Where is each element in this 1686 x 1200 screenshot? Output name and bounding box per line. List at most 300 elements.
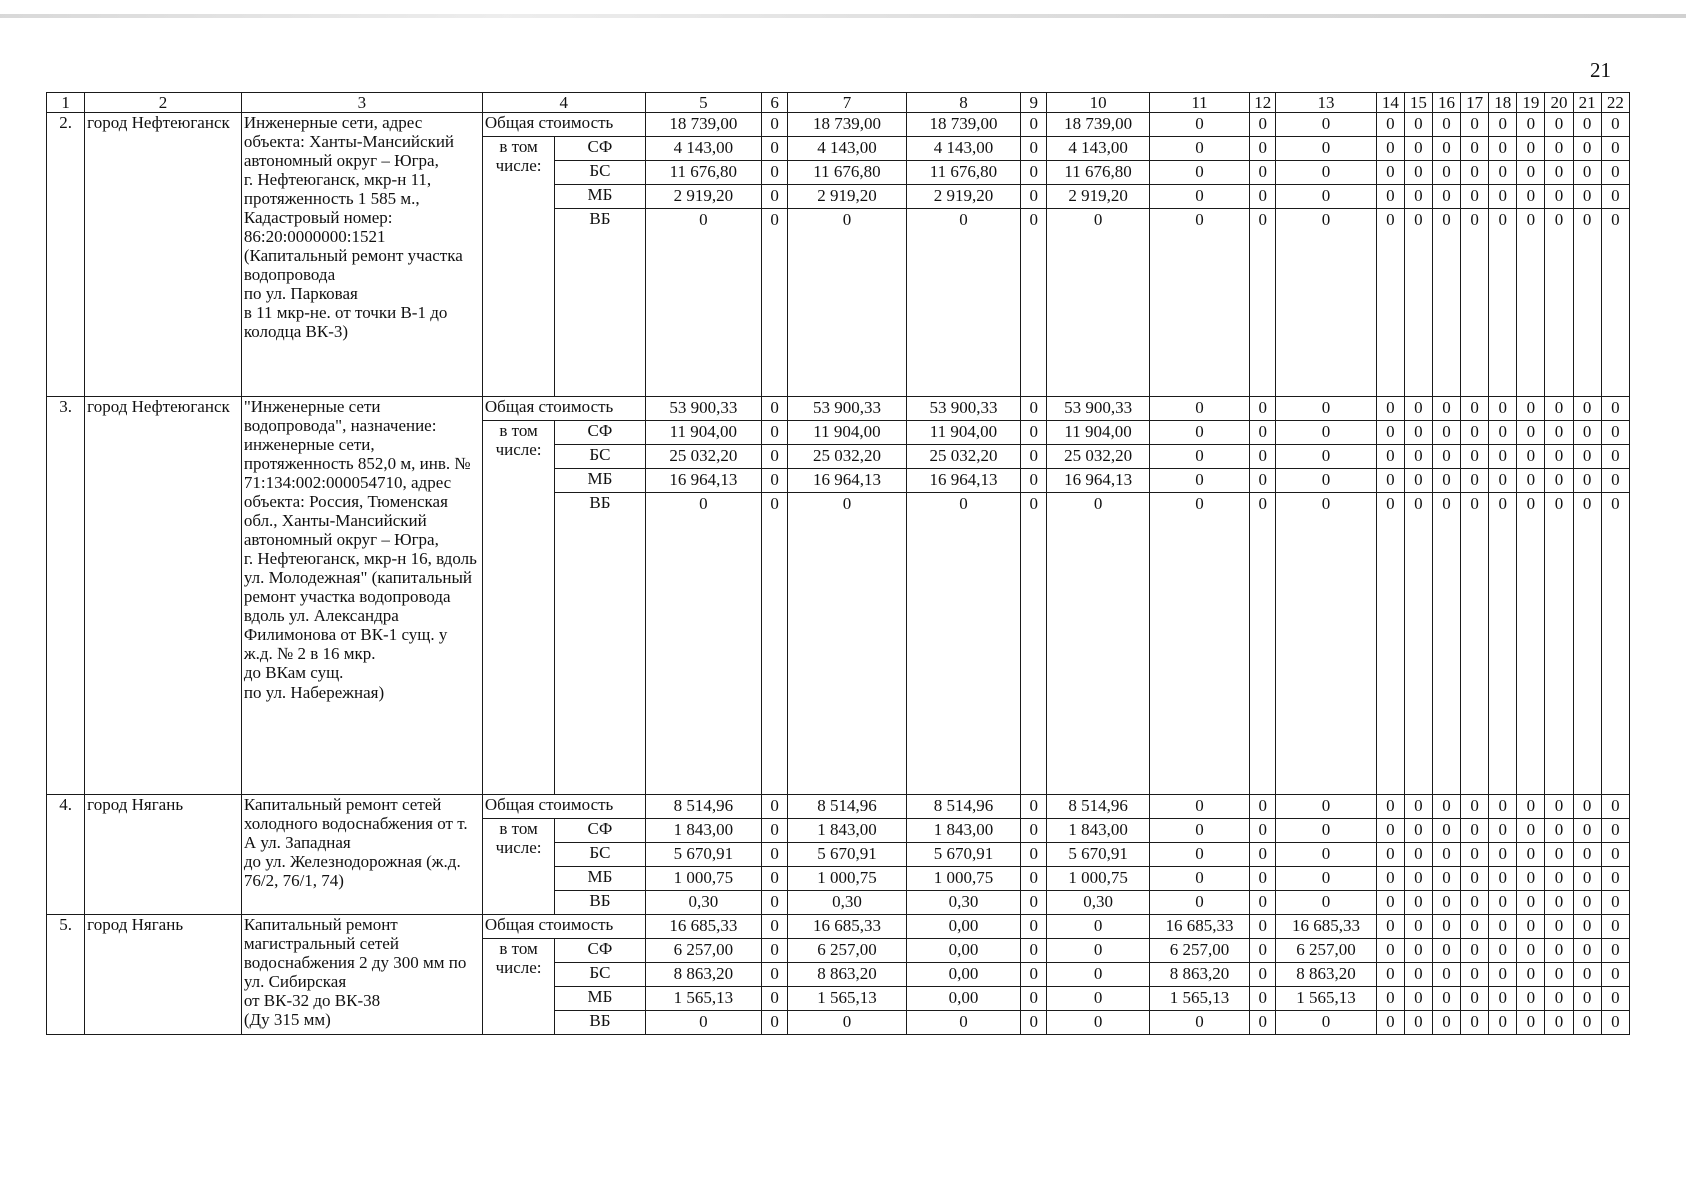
value-cell: 0 [1461, 987, 1489, 1011]
funding-source-МБ: МБ [555, 185, 645, 209]
value-cell: 5 670,91 [645, 843, 762, 867]
city-name: город Нягань [85, 795, 242, 915]
value-cell: 0 [1021, 843, 1047, 867]
value-cell: 0 [1601, 445, 1629, 469]
column-header-12: 12 [1250, 93, 1276, 113]
value-cell: 0 [1573, 819, 1601, 843]
value-cell: 25 032,20 [1047, 445, 1149, 469]
value-cell: 0 [1461, 939, 1489, 963]
value-cell: 0 [1517, 843, 1545, 867]
value-cell: 0 [1601, 1011, 1629, 1035]
value-cell: 0 [1376, 963, 1404, 987]
row-number: 5. [47, 915, 85, 1035]
value-cell: 0 [1021, 445, 1047, 469]
value-cell: 0 [1545, 939, 1573, 963]
value-cell: 0 [1047, 987, 1149, 1011]
value-cell: 0 [1601, 963, 1629, 987]
row-number: 3. [47, 397, 85, 795]
value-cell: 0 [1149, 843, 1249, 867]
value-cell: 0 [1021, 987, 1047, 1011]
value-cell: 0 [1276, 161, 1376, 185]
funding-source-ВБ: ВБ [555, 891, 645, 915]
value-cell: 0 [1376, 915, 1404, 939]
value-cell: 0 [1376, 397, 1404, 421]
value-cell: 0 [1432, 819, 1460, 843]
value-cell: 0 [762, 493, 788, 795]
value-cell: 0 [1276, 113, 1376, 137]
value-cell: 0 [1021, 161, 1047, 185]
value-cell: 0 [788, 1011, 907, 1035]
value-cell: 0 [1404, 819, 1432, 843]
funding-source-ВБ: ВБ [555, 1011, 645, 1035]
value-cell: 0 [1461, 819, 1489, 843]
value-cell: 1 000,75 [788, 867, 907, 891]
value-cell: 0 [1489, 987, 1517, 1011]
value-cell: 53 900,33 [788, 397, 907, 421]
value-cell: 0 [1545, 137, 1573, 161]
value-cell: 0 [1573, 987, 1601, 1011]
funding-source-МБ: МБ [555, 469, 645, 493]
value-cell: 0 [1276, 185, 1376, 209]
value-cell: 5 670,91 [1047, 843, 1149, 867]
funding-source-СФ: СФ [555, 137, 645, 161]
value-cell: 8 863,20 [1276, 963, 1376, 987]
funding-source-МБ: МБ [555, 867, 645, 891]
value-cell: 0 [1250, 915, 1276, 939]
value-cell: 0,30 [1047, 891, 1149, 915]
value-cell: 0 [1461, 421, 1489, 445]
value-cell: 0 [1545, 867, 1573, 891]
value-cell: 0 [1573, 915, 1601, 939]
value-cell: 0 [1276, 891, 1376, 915]
value-cell: 8 514,96 [1047, 795, 1149, 819]
value-cell: 0 [1047, 963, 1149, 987]
value-cell: 0 [1573, 137, 1601, 161]
value-cell: 0 [1573, 421, 1601, 445]
value-cell: 0 [1517, 963, 1545, 987]
value-cell: 0 [762, 891, 788, 915]
value-cell: 0 [1573, 795, 1601, 819]
value-cell: 0 [1601, 421, 1629, 445]
value-cell: 0 [1461, 209, 1489, 397]
value-cell: 4 143,00 [788, 137, 907, 161]
row-number: 2. [47, 113, 85, 397]
value-cell: 0 [1461, 445, 1489, 469]
value-cell: 0 [1545, 891, 1573, 915]
value-cell: 53 900,33 [906, 397, 1021, 421]
value-cell: 0 [1573, 843, 1601, 867]
value-cell: 0 [1404, 939, 1432, 963]
value-cell: 16 964,13 [1047, 469, 1149, 493]
value-cell: 0 [1404, 891, 1432, 915]
value-cell: 0 [1545, 493, 1573, 795]
column-header-14: 14 [1376, 93, 1404, 113]
value-cell: 0 [1573, 445, 1601, 469]
value-cell: 1 843,00 [645, 819, 762, 843]
value-cell: 0 [1489, 963, 1517, 987]
value-cell: 0 [1489, 137, 1517, 161]
value-cell: 0 [1432, 867, 1460, 891]
value-cell: 0 [1149, 819, 1249, 843]
value-cell: 0 [1489, 1011, 1517, 1035]
city-name: город Нефтеюганск [85, 113, 242, 397]
value-cell: 11 676,80 [788, 161, 907, 185]
value-cell: 0 [762, 819, 788, 843]
including-label: в том числе: [482, 819, 554, 915]
table-row [47, 915, 1630, 939]
value-cell: 0 [1601, 819, 1629, 843]
value-cell: 0 [1601, 161, 1629, 185]
value-cell: 1 843,00 [788, 819, 907, 843]
value-cell: 1 565,13 [645, 987, 762, 1011]
value-cell: 0 [762, 963, 788, 987]
table-row [47, 795, 1630, 819]
value-cell: 0 [1021, 113, 1047, 137]
value-cell: 0 [1432, 939, 1460, 963]
value-cell: 0 [1489, 867, 1517, 891]
value-cell: 0 [762, 209, 788, 397]
city-name: город Нефтеюганск [85, 397, 242, 795]
value-cell: 0 [1404, 445, 1432, 469]
value-cell: 0 [762, 445, 788, 469]
value-cell: 0 [1545, 469, 1573, 493]
value-cell: 0 [762, 421, 788, 445]
value-cell: 0 [1149, 161, 1249, 185]
value-cell: 0 [1021, 469, 1047, 493]
value-cell: 2 919,20 [906, 185, 1021, 209]
value-cell: 0 [1517, 493, 1545, 795]
value-cell: 0 [1149, 867, 1249, 891]
value-cell: 0 [1573, 113, 1601, 137]
value-cell: 0 [906, 1011, 1021, 1035]
value-cell: 53 900,33 [645, 397, 762, 421]
value-cell: 0 [1250, 209, 1276, 397]
value-cell: 0 [1601, 843, 1629, 867]
value-cell: 0 [1545, 445, 1573, 469]
value-cell: 0 [1601, 939, 1629, 963]
value-cell: 0 [1250, 445, 1276, 469]
value-cell: 0 [1489, 493, 1517, 795]
value-cell: 25 032,20 [906, 445, 1021, 469]
value-cell: 11 676,80 [1047, 161, 1149, 185]
value-cell: 0 [1250, 891, 1276, 915]
value-cell: 0 [1601, 209, 1629, 397]
column-header-11: 11 [1149, 93, 1249, 113]
value-cell: 4 143,00 [645, 137, 762, 161]
value-cell: 0 [1404, 113, 1432, 137]
value-cell: 0 [1461, 185, 1489, 209]
value-cell: 0 [1276, 867, 1376, 891]
value-cell: 0 [1432, 891, 1460, 915]
value-cell: 0 [1404, 915, 1432, 939]
value-cell: 0 [1461, 113, 1489, 137]
funding-source-ВБ: ВБ [555, 209, 645, 397]
value-cell: 0 [1432, 493, 1460, 795]
value-cell: 0 [1250, 493, 1276, 795]
value-cell: 0 [1432, 397, 1460, 421]
value-cell: 0 [1250, 397, 1276, 421]
value-cell: 0 [1149, 421, 1249, 445]
value-cell: 0 [1047, 939, 1149, 963]
column-header-16: 16 [1432, 93, 1460, 113]
value-cell: 0 [1461, 397, 1489, 421]
value-cell: 0 [762, 987, 788, 1011]
value-cell: 0 [1517, 445, 1545, 469]
value-cell: 0 [1250, 819, 1276, 843]
value-cell: 1 565,13 [1149, 987, 1249, 1011]
value-cell: 0 [1432, 795, 1460, 819]
value-cell: 0 [1517, 185, 1545, 209]
object-description: "Инженерные сети водопровода", назначение: инженерные сети, протяженность 852,0 м, инв. № 71:134:002:000054710, адрес объекта: Россия, Тюменская обл., Ханты-Мансийский автономный округ – Югра, г. Нефтеюганск, мкр-н 16, вдоль ул. Молодежная" (капитальный ремонт участка водопровода вдоль ул. Александра Филимонова от ВК-1 сущ. у ж.д. № 2 в 16 мкр. до ВКам сущ. по ул. Набережная) [241, 397, 482, 795]
value-cell: 1 843,00 [1047, 819, 1149, 843]
value-cell: 0 [762, 397, 788, 421]
value-cell: 0 [1461, 891, 1489, 915]
value-cell: 0 [1021, 1011, 1047, 1035]
value-cell: 0 [1545, 113, 1573, 137]
value-cell: 0 [1545, 843, 1573, 867]
value-cell: 0 [1250, 867, 1276, 891]
value-cell: 0 [1404, 137, 1432, 161]
value-cell: 6 257,00 [1149, 939, 1249, 963]
value-cell: 0 [762, 113, 788, 137]
value-cell: 0 [1376, 161, 1404, 185]
value-cell: 16 964,13 [645, 469, 762, 493]
value-cell: 0 [1489, 915, 1517, 939]
value-cell: 18 739,00 [645, 113, 762, 137]
value-cell: 18 739,00 [788, 113, 907, 137]
funding-source-БС: БС [555, 445, 645, 469]
object-description: Капитальный ремонт магистральный сетей водоснабжения 2 ду 300 мм по ул. Сибирская от ВК-32 до ВК-38 (Ду 315 мм) [241, 915, 482, 1035]
value-cell: 0 [1149, 891, 1249, 915]
value-cell: 0 [1461, 161, 1489, 185]
value-cell: 0 [1276, 421, 1376, 445]
value-cell: 8 514,96 [906, 795, 1021, 819]
value-cell: 0 [1573, 469, 1601, 493]
value-cell: 6 257,00 [645, 939, 762, 963]
value-cell: 0 [1573, 397, 1601, 421]
value-cell: 0 [1601, 915, 1629, 939]
value-cell: 0 [1461, 137, 1489, 161]
value-cell: 16 685,33 [788, 915, 907, 939]
value-cell: 0 [1517, 137, 1545, 161]
column-header-13: 13 [1276, 93, 1376, 113]
value-cell: 0 [1601, 867, 1629, 891]
value-cell: 11 904,00 [645, 421, 762, 445]
value-cell: 1 000,75 [906, 867, 1021, 891]
value-cell: 0 [1250, 137, 1276, 161]
value-cell: 0 [1432, 113, 1460, 137]
value-cell: 8 514,96 [645, 795, 762, 819]
value-cell: 0 [1461, 1011, 1489, 1035]
value-cell: 0 [1376, 469, 1404, 493]
table-row [47, 397, 1630, 421]
financing-table [46, 92, 1630, 1035]
value-cell: 0 [1404, 963, 1432, 987]
value-cell: 0 [1517, 209, 1545, 397]
value-cell: 0 [1601, 493, 1629, 795]
value-cell: 0 [1021, 185, 1047, 209]
funding-source-БС: БС [555, 843, 645, 867]
value-cell: 0 [1021, 819, 1047, 843]
value-cell: 0 [1149, 137, 1249, 161]
value-cell: 0 [1517, 161, 1545, 185]
value-cell: 0 [1021, 795, 1047, 819]
value-cell: 0 [1149, 113, 1249, 137]
value-cell: 0 [1545, 963, 1573, 987]
value-cell: 1 565,13 [1276, 987, 1376, 1011]
value-cell: 0 [1276, 137, 1376, 161]
header-row [47, 93, 1630, 113]
value-cell: 0 [1404, 1011, 1432, 1035]
value-cell: 0 [1250, 1011, 1276, 1035]
value-cell: 0,30 [788, 891, 907, 915]
value-cell: 0 [1573, 161, 1601, 185]
value-cell: 0 [1276, 493, 1376, 795]
column-header-10: 10 [1047, 93, 1149, 113]
value-cell: 0 [1545, 421, 1573, 445]
value-cell: 18 739,00 [1047, 113, 1149, 137]
value-cell: 0 [1149, 493, 1249, 795]
value-cell: 8 514,96 [788, 795, 907, 819]
value-cell: 0 [762, 185, 788, 209]
value-cell: 0 [1021, 493, 1047, 795]
value-cell: 0 [1489, 421, 1517, 445]
value-cell: 0 [1573, 867, 1601, 891]
value-cell: 0 [1545, 987, 1573, 1011]
funding-source-СФ: СФ [555, 819, 645, 843]
value-cell: 0 [1461, 915, 1489, 939]
column-header-4: 4 [482, 93, 645, 113]
value-cell: 0 [1149, 397, 1249, 421]
value-cell: 0 [1404, 421, 1432, 445]
column-header-21: 21 [1573, 93, 1601, 113]
value-cell: 16 685,33 [1149, 915, 1249, 939]
value-cell: 0 [1461, 795, 1489, 819]
value-cell: 0 [1489, 397, 1517, 421]
city-name: город Нягань [85, 915, 242, 1035]
value-cell: 0 [1276, 445, 1376, 469]
value-cell: 0 [1376, 819, 1404, 843]
value-cell: 0 [1376, 867, 1404, 891]
value-cell: 0 [788, 493, 907, 795]
value-cell: 8 863,20 [645, 963, 762, 987]
value-cell: 1 000,75 [1047, 867, 1149, 891]
funding-source-СФ: СФ [555, 939, 645, 963]
value-cell: 0 [1601, 891, 1629, 915]
value-cell: 0 [1489, 469, 1517, 493]
value-cell: 0 [788, 209, 907, 397]
value-cell: 11 676,80 [645, 161, 762, 185]
including-label: в том числе: [482, 939, 554, 1035]
value-cell: 0 [1376, 493, 1404, 795]
including-label: в том числе: [482, 421, 554, 795]
value-cell: 16 685,33 [645, 915, 762, 939]
value-cell: 11 904,00 [906, 421, 1021, 445]
value-cell: 0 [1573, 209, 1601, 397]
total-cost-label: Общая стоимость [482, 113, 645, 137]
value-cell: 0 [1545, 397, 1573, 421]
value-cell: 0 [1376, 891, 1404, 915]
value-cell: 0 [645, 1011, 762, 1035]
value-cell: 11 904,00 [1047, 421, 1149, 445]
value-cell: 0,30 [906, 891, 1021, 915]
value-cell: 11 904,00 [788, 421, 907, 445]
value-cell: 0 [1250, 161, 1276, 185]
value-cell: 0 [1376, 795, 1404, 819]
value-cell: 0 [1601, 795, 1629, 819]
value-cell: 0 [1376, 939, 1404, 963]
value-cell: 0 [1489, 795, 1517, 819]
value-cell: 0 [1432, 209, 1460, 397]
value-cell: 0 [1376, 1011, 1404, 1035]
value-cell: 0 [1432, 843, 1460, 867]
value-cell: 0 [1461, 469, 1489, 493]
value-cell: 0 [1545, 1011, 1573, 1035]
value-cell: 0 [1601, 185, 1629, 209]
value-cell: 0 [1517, 113, 1545, 137]
value-cell: 0 [1601, 469, 1629, 493]
value-cell: 0 [1461, 963, 1489, 987]
scan-edge [0, 14, 1686, 18]
value-cell: 16 964,13 [906, 469, 1021, 493]
value-cell: 0 [1432, 1011, 1460, 1035]
value-cell: 0 [1461, 867, 1489, 891]
value-cell: 0 [1149, 185, 1249, 209]
value-cell: 0 [1021, 963, 1047, 987]
value-cell: 0 [762, 161, 788, 185]
value-cell: 6 257,00 [788, 939, 907, 963]
value-cell: 1 565,13 [788, 987, 907, 1011]
value-cell: 0 [1276, 819, 1376, 843]
value-cell: 0 [1432, 137, 1460, 161]
value-cell: 0 [1021, 397, 1047, 421]
value-cell: 0 [1047, 209, 1149, 397]
value-cell: 8 863,20 [788, 963, 907, 987]
value-cell: 0 [1573, 1011, 1601, 1035]
value-cell: 4 143,00 [906, 137, 1021, 161]
column-header-7: 7 [788, 93, 907, 113]
value-cell: 0,00 [906, 915, 1021, 939]
value-cell: 11 676,80 [906, 161, 1021, 185]
value-cell: 0 [1376, 137, 1404, 161]
value-cell: 0 [1250, 113, 1276, 137]
value-cell: 0 [762, 939, 788, 963]
value-cell: 0 [1573, 493, 1601, 795]
value-cell: 0 [1517, 795, 1545, 819]
value-cell: 0 [1601, 987, 1629, 1011]
column-header-18: 18 [1489, 93, 1517, 113]
value-cell: 0 [1573, 939, 1601, 963]
value-cell: 0 [1250, 421, 1276, 445]
column-header-15: 15 [1404, 93, 1432, 113]
value-cell: 0 [1404, 493, 1432, 795]
value-cell: 0 [1573, 891, 1601, 915]
funding-source-ВБ: ВБ [555, 493, 645, 795]
value-cell: 0 [1545, 161, 1573, 185]
value-cell: 0 [1021, 137, 1047, 161]
value-cell: 0 [1021, 421, 1047, 445]
value-cell: 0 [1404, 161, 1432, 185]
value-cell: 0 [1517, 987, 1545, 1011]
value-cell: 0 [1404, 867, 1432, 891]
value-cell: 0 [1489, 819, 1517, 843]
page-number: 21 [1590, 58, 1611, 82]
value-cell: 18 739,00 [906, 113, 1021, 137]
funding-source-СФ: СФ [555, 421, 645, 445]
value-cell: 0 [1376, 843, 1404, 867]
value-cell: 0 [1545, 915, 1573, 939]
value-cell: 0 [1489, 209, 1517, 397]
